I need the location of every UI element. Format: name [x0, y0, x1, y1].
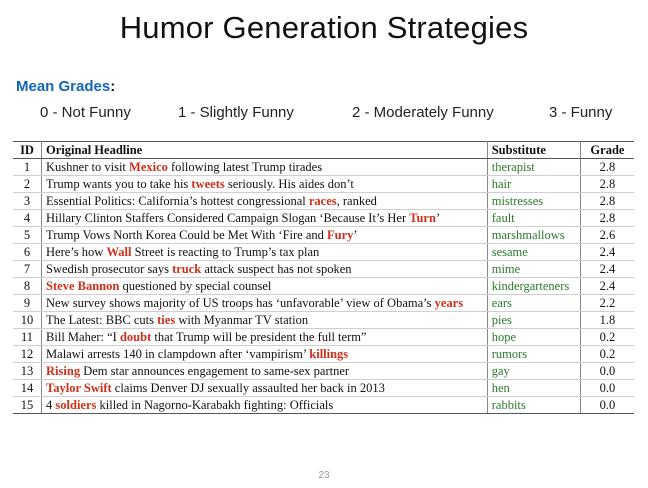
row-id: 3	[13, 193, 42, 210]
table-body	[13, 159, 634, 414]
table-row	[13, 329, 634, 346]
replaced-word: truck	[172, 262, 202, 276]
replaced-word: Rising	[46, 364, 81, 378]
row-id: 6	[13, 244, 42, 261]
headline-text-before: Essential Politics: California’s hottest congressional	[46, 194, 309, 208]
row-substitute: hair	[487, 176, 580, 193]
row-id: 7	[13, 261, 42, 278]
row-id: 12	[13, 346, 42, 363]
replaced-word: Taylor Swift	[46, 381, 112, 395]
replaced-word: soldiers	[55, 398, 97, 412]
row-id: 5	[13, 227, 42, 244]
row-substitute: sesame	[487, 244, 580, 261]
table-row	[13, 278, 634, 295]
replaced-word: Wall	[106, 245, 132, 259]
row-headline	[42, 329, 488, 346]
replaced-word: doubt	[119, 330, 152, 344]
row-headline	[42, 193, 488, 210]
headline-text-after: claims Denver DJ sexually assaulted her back in 2013	[111, 381, 385, 395]
table-row	[13, 397, 634, 414]
headline-text-before: Kushner to visit	[46, 160, 130, 174]
row-grade: 2.8	[580, 176, 634, 193]
grade-scale-3: 3 - Funny	[549, 104, 613, 121]
table-row	[13, 380, 634, 397]
table-row	[13, 176, 634, 193]
row-headline	[42, 363, 488, 380]
row-headline	[42, 380, 488, 397]
mean-grades-heading	[16, 78, 115, 95]
row-id: 15	[13, 397, 42, 414]
row-headline	[42, 244, 488, 261]
row-headline	[42, 278, 488, 295]
row-substitute: kindergarteners	[487, 278, 580, 295]
row-substitute: mime	[487, 261, 580, 278]
row-substitute: gay	[487, 363, 580, 380]
row-grade: 2.8	[580, 210, 634, 227]
replaced-word: Mexico	[129, 160, 168, 174]
table-row	[13, 193, 634, 210]
row-grade: 1.8	[580, 312, 634, 329]
headline-text-before: Here’s how	[46, 245, 107, 259]
row-grade: 2.8	[580, 159, 634, 176]
row-substitute: hen	[487, 380, 580, 397]
row-grade: 0.0	[580, 397, 634, 414]
row-substitute: pies	[487, 312, 580, 329]
table-row	[13, 159, 634, 176]
table-row	[13, 244, 634, 261]
headline-text-before: Trump Vows North Korea Could be Met With ‘Fire and	[46, 228, 328, 242]
table-row	[13, 363, 634, 380]
grade-scale-2: 2 - Moderately Funny	[352, 104, 494, 121]
row-grade: 2.4	[580, 261, 634, 278]
headline-text-after: following latest Trump tirades	[167, 160, 323, 174]
headline-text-before: 4	[46, 398, 56, 412]
headline-text-before: Swedish prosecutor says	[46, 262, 173, 276]
page-number: 23	[318, 470, 330, 481]
row-headline	[42, 346, 488, 363]
header-original-headline: Original Headline	[42, 142, 488, 159]
row-headline	[42, 159, 488, 176]
row-grade: 0.2	[580, 329, 634, 346]
row-substitute: mistresses	[487, 193, 580, 210]
headline-text-after: that Trump will be president the full term”	[151, 330, 367, 344]
table-row	[13, 312, 634, 329]
headline-text-after: , ranked	[336, 194, 377, 208]
headline-text-after: seriously. His aides don’t	[224, 177, 354, 191]
row-headline	[42, 295, 488, 312]
row-id: 2	[13, 176, 42, 193]
headline-text-before: Malawi arrests 140 in clampdown after ‘vampirism’	[46, 347, 310, 361]
replaced-word: killings	[309, 347, 349, 361]
row-headline	[42, 312, 488, 329]
row-grade: 0.0	[580, 380, 634, 397]
replaced-word: Steve Bannon	[46, 279, 120, 293]
row-grade: 0.2	[580, 346, 634, 363]
row-substitute: rumors	[487, 346, 580, 363]
grade-scale-1: 1 - Slightly Funny	[178, 104, 294, 121]
row-headline	[42, 397, 488, 414]
headline-text-after: Street is reacting to Trump’s tax plan	[131, 245, 320, 259]
row-id: 8	[13, 278, 42, 295]
headline-grades-table	[13, 141, 634, 414]
table-row	[13, 210, 634, 227]
headline-text-before: Hillary Clinton Staffers Considered Campaign Slogan ‘Because It’s Her	[46, 211, 410, 225]
mean-grades-colon: :	[110, 78, 116, 95]
replaced-word: races	[308, 194, 337, 208]
mean-grades-label: Mean Grades	[16, 78, 111, 95]
replaced-word: Turn	[409, 211, 436, 225]
headline-text-after: Dem star announces engagement to same-sex partner	[80, 364, 350, 378]
row-substitute: marshmallows	[487, 227, 580, 244]
row-id: 1	[13, 159, 42, 176]
row-id: 13	[13, 363, 42, 380]
header-grade: Grade	[580, 142, 634, 159]
row-id: 9	[13, 295, 42, 312]
row-substitute: hope	[487, 329, 580, 346]
table-row	[13, 261, 634, 278]
table-row	[13, 295, 634, 312]
row-substitute: rabbits	[487, 397, 580, 414]
headline-text-before: New survey shows majority of US troops has ‘unfavorable’ view of Obama’s	[46, 296, 435, 310]
row-id: 14	[13, 380, 42, 397]
headline-text-before: Bill Maher: “I	[46, 330, 120, 344]
headline-text-after: ’	[353, 228, 358, 242]
row-grade: 2.6	[580, 227, 634, 244]
row-grade: 2.2	[580, 295, 634, 312]
headline-text-after: killed in Nagorno-Karabakh fighting: Officials	[96, 398, 334, 412]
table-row	[13, 346, 634, 363]
row-grade: 2.4	[580, 244, 634, 261]
row-headline	[42, 176, 488, 193]
grade-scale-0: 0 - Not Funny	[40, 104, 131, 121]
table-row	[13, 227, 634, 244]
row-substitute: therapist	[487, 159, 580, 176]
row-grade: 0.0	[580, 363, 634, 380]
row-headline	[42, 210, 488, 227]
replaced-word: ties	[157, 313, 176, 327]
table-header-row	[13, 142, 634, 159]
row-substitute: fault	[487, 210, 580, 227]
header-id: ID	[13, 142, 42, 159]
headline-text-after: questioned by special counsel	[119, 279, 272, 293]
header-substitute: Substitute	[487, 142, 580, 159]
headline-text-after: ’	[435, 211, 441, 225]
row-id: 10	[13, 312, 42, 329]
headline-text-after: with Myanmar TV station	[175, 313, 309, 327]
row-id: 11	[13, 329, 42, 346]
replaced-word: Fury	[327, 228, 354, 242]
replaced-word: tweets	[191, 177, 225, 191]
row-id: 4	[13, 210, 42, 227]
row-headline	[42, 227, 488, 244]
headline-text-before: The Latest: BBC cuts	[46, 313, 158, 327]
slide-title: Humor Generation Strategies	[119, 10, 529, 45]
row-substitute: ears	[487, 295, 580, 312]
replaced-word: years	[434, 296, 464, 310]
headline-text-before: Trump wants you to take his	[46, 177, 192, 191]
headline-text-after: attack suspect has not spoken	[201, 262, 352, 276]
row-grade: 2.4	[580, 278, 634, 295]
row-headline	[42, 261, 488, 278]
row-grade: 2.8	[580, 193, 634, 210]
